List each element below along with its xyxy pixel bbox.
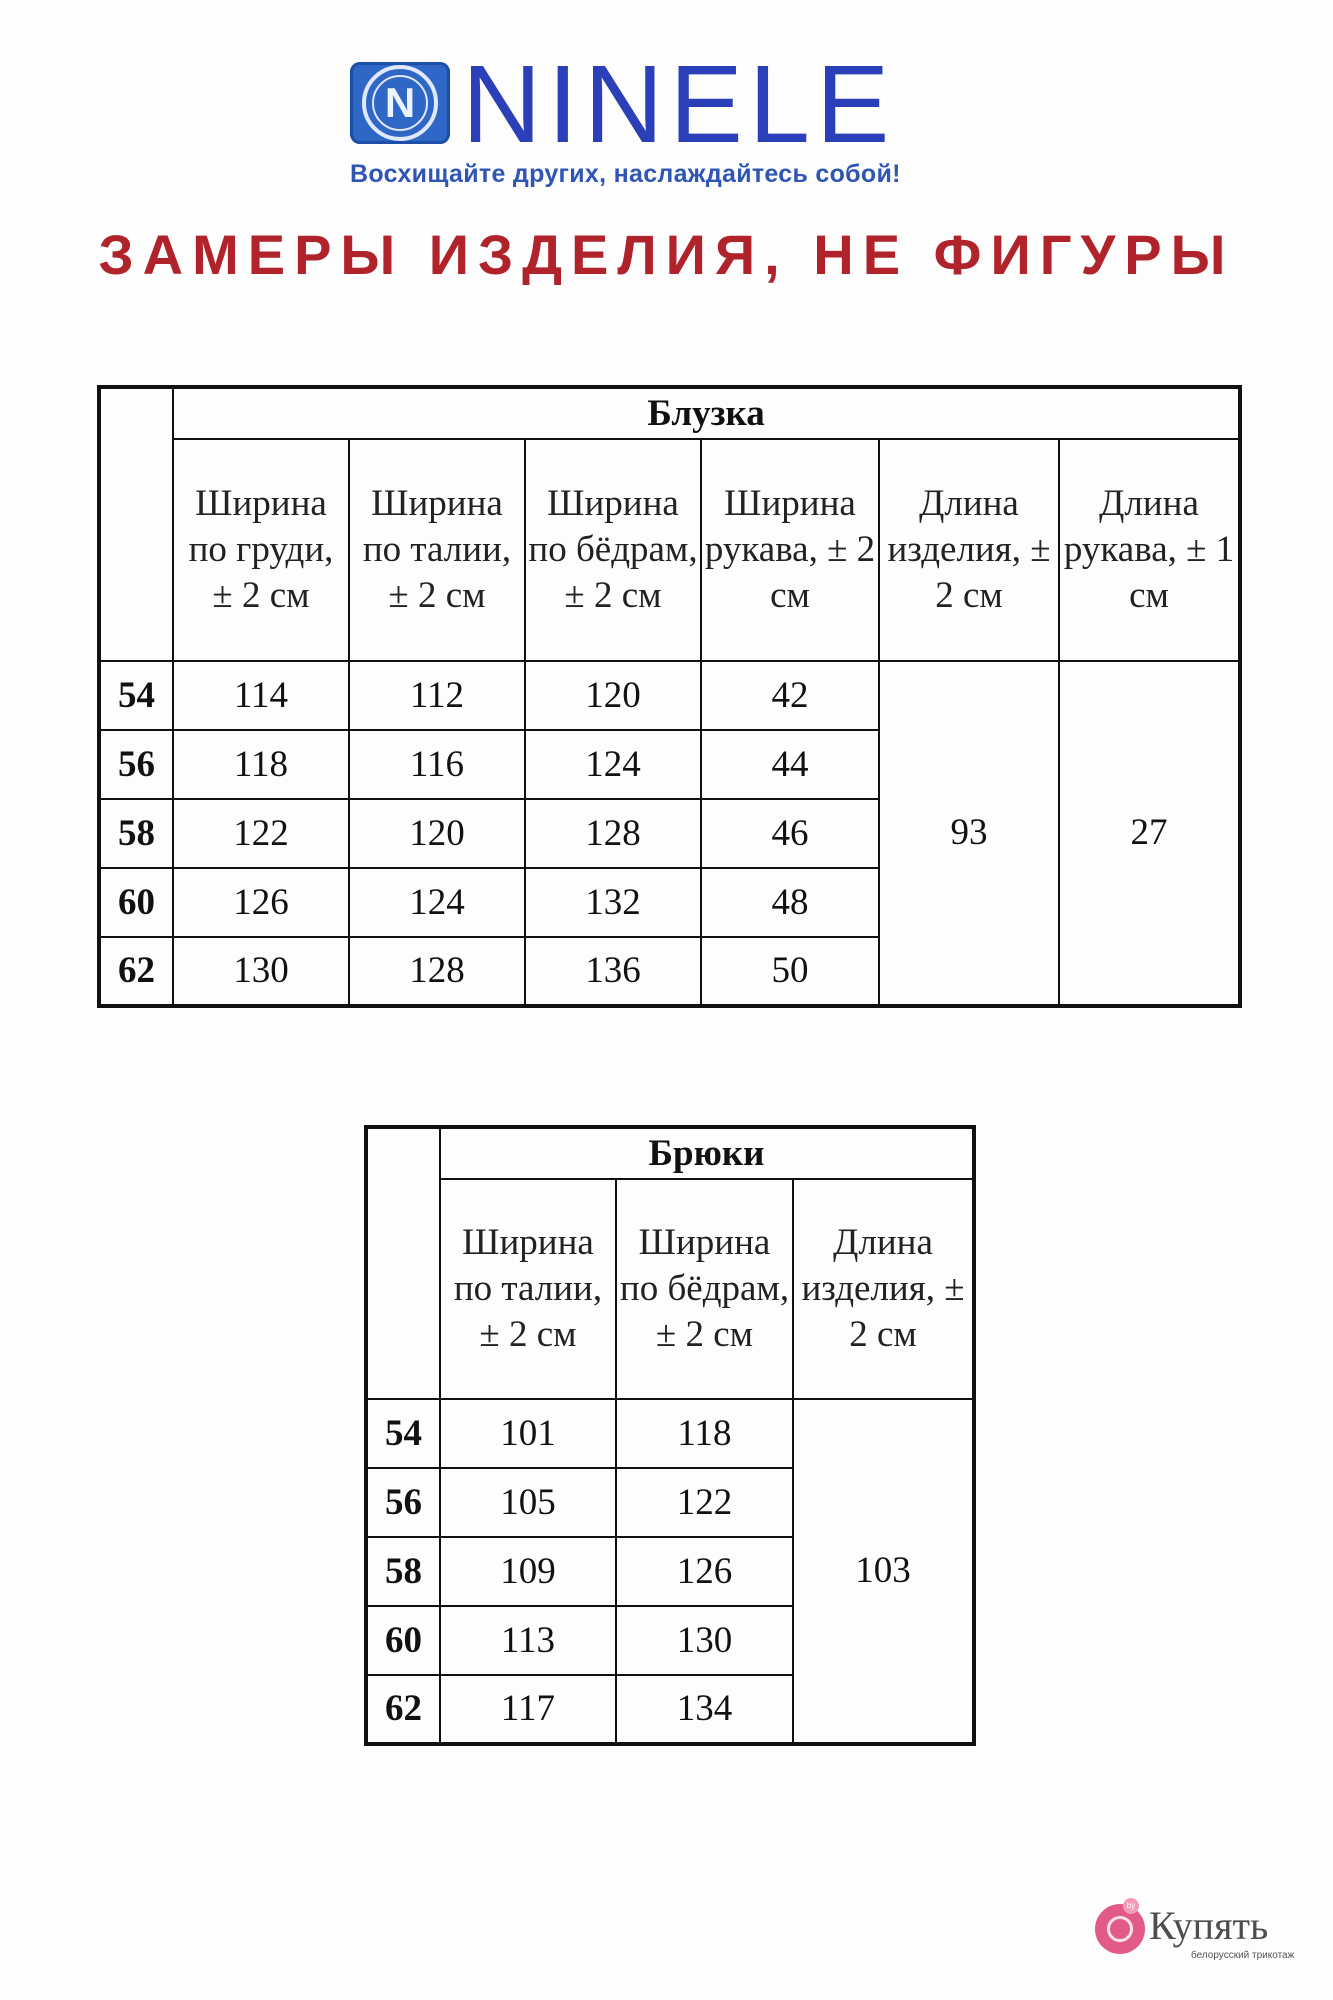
sleeve-width-cell: 48 [701,868,879,937]
waist-cell: 101 [440,1399,616,1468]
store-badge: by [1123,1898,1139,1914]
size-cell: 56 [99,730,173,799]
sleeve-width-cell: 50 [701,937,879,1006]
hips-cell: 122 [616,1468,793,1537]
size-cell: 54 [99,661,173,730]
brand-emblem-icon: N [350,62,450,144]
column-header: Ширина по талии, ± 2 см [440,1179,616,1399]
size-cell: 62 [366,1675,440,1744]
waist-cell: 116 [349,730,525,799]
hips-cell: 128 [525,799,701,868]
hips-cell: 118 [616,1399,793,1468]
brand-slogan: Восхищайте других, наслаждайтесь собой! [350,160,901,188]
length-cell: 93 [879,661,1059,1006]
sleeve-width-cell: 42 [701,661,879,730]
brand-name: NINELE [462,43,896,166]
column-header: Ширина по бёдрам, ± 2 см [616,1179,793,1399]
hips-cell: 132 [525,868,701,937]
waist-cell: 120 [349,799,525,868]
chest-cell: 114 [173,661,349,730]
trousers-size-table [364,1125,976,1746]
waist-cell: 113 [440,1606,616,1675]
size-cell: 58 [99,799,173,868]
sleeve-width-cell: 46 [701,799,879,868]
hips-cell: 126 [616,1537,793,1606]
column-header: Длина изделия, ± 2 см [793,1179,974,1399]
table-caption: Блузка [173,387,1240,439]
brand-logo [350,43,990,192]
corner-cell [99,387,173,661]
column-header: Ширина по бёдрам, ± 2 см [525,439,701,661]
sleeve-length-cell: 27 [1059,661,1240,1006]
size-cell: 54 [366,1399,440,1468]
chest-cell: 122 [173,799,349,868]
table-caption: Брюки [440,1127,974,1179]
chest-cell: 118 [173,730,349,799]
blouse-size-table [97,385,1242,1008]
hips-cell: 120 [525,661,701,730]
waist-cell: 124 [349,868,525,937]
table-row [99,661,1240,730]
size-cell: 58 [366,1537,440,1606]
chest-cell: 126 [173,868,349,937]
column-header: Длина рукава, ± 1 см [1059,439,1240,661]
column-header: Ширина по талии, ± 2 см [349,439,525,661]
chest-cell: 130 [173,937,349,1006]
size-cell: 56 [366,1468,440,1537]
table-row [366,1399,974,1468]
hips-cell: 136 [525,937,701,1006]
column-header: Ширина рукава, ± 2 см [701,439,879,661]
waist-cell: 117 [440,1675,616,1744]
sleeve-width-cell: 44 [701,730,879,799]
hips-cell: 130 [616,1606,793,1675]
column-header: Ширина по груди, ± 2 см [173,439,349,661]
size-cell: 60 [99,868,173,937]
waist-cell: 112 [349,661,525,730]
size-cell: 60 [366,1606,440,1675]
store-name: Купять [1149,1903,1269,1948]
store-tagline: белорусский трикотаж [1191,1950,1295,1961]
waist-cell: 109 [440,1537,616,1606]
hips-cell: 134 [616,1675,793,1744]
store-watermark [1087,1898,1317,1968]
corner-cell [366,1127,440,1399]
hips-cell: 124 [525,730,701,799]
size-cell: 62 [99,937,173,1006]
page-title: ЗАМЕРЫ ИЗДЕЛИЯ, НЕ ФИГУРЫ [98,223,1235,286]
waist-cell: 105 [440,1468,616,1537]
waist-cell: 128 [349,937,525,1006]
column-header: Длина изделия, ± 2 см [879,439,1059,661]
length-cell: 103 [793,1399,974,1744]
